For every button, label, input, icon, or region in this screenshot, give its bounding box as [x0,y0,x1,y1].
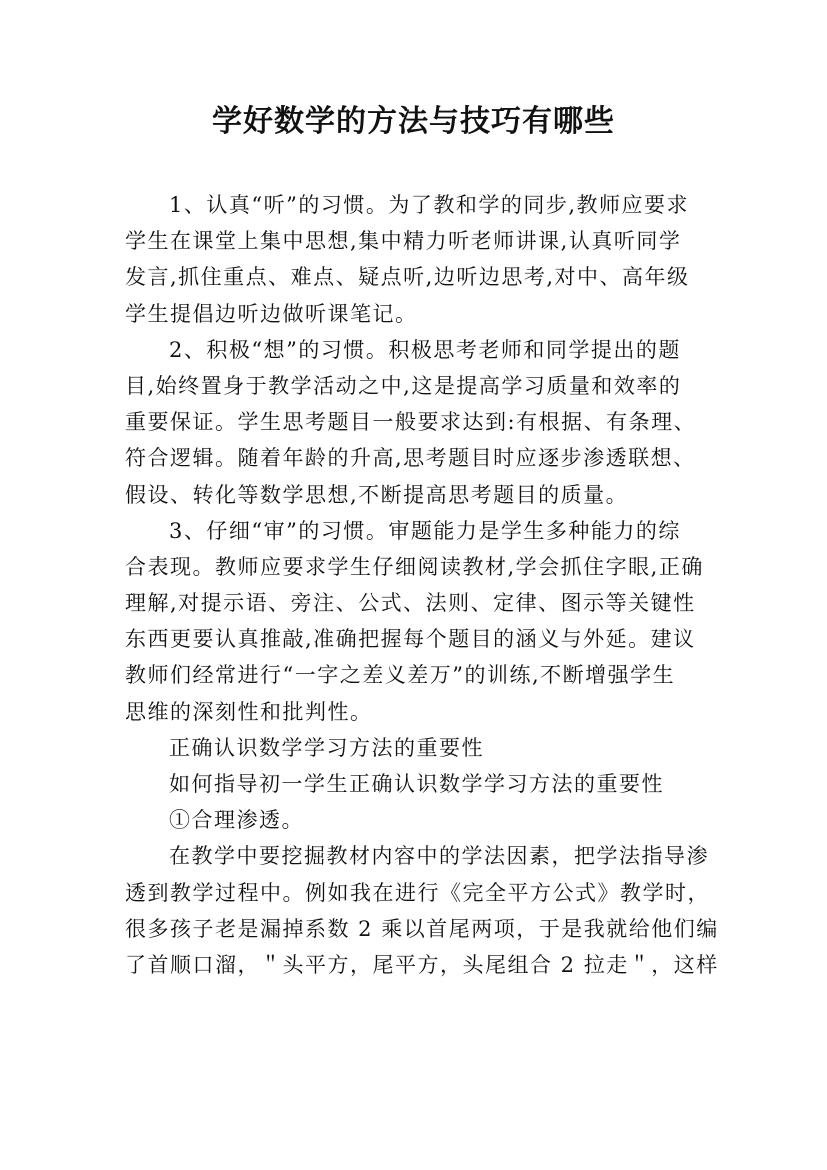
paragraph-line: 目,始终置身于教学活动之中,这是提高学习质量和效率的 [125,373,682,398]
paragraph-line: 很多孩子老是漏掉系数 2 乘以首尾两项，于是我就给他们编 [125,916,719,941]
paragraph-line: 1、认真“听”的习惯。为了教和学的同步,教师应要求 [169,193,690,217]
paragraph-line: 学生提倡边听边做听课笔记。 [125,301,418,326]
paragraph-line: 重要保证。学生思考题目一般要求达到:有根据、有条理、 [125,410,697,435]
paragraph-line: 学生在课堂上集中思想,集中精力听老师讲课,认真听同学 [125,229,682,254]
section-heading: 正确认识数学学习方法的重要性 [169,735,484,760]
paragraph-line: 了首顺口溜，＂头平方，尾平方，头尾组合 2 拉走＂，这样 [125,952,719,977]
paragraph-line: 东西更要认真推敲,准确把握每个题目的涵义与外延。建议 [125,627,696,652]
paragraph-line: 在教学中要挖掘教材内容中的学法因素，把学法指导渗 [169,844,709,869]
section-heading: 如何指导初一学生正确认识数学学习方法的重要性 [169,772,664,796]
paragraph-line: 符合逻辑。随着年龄的升高,思考题目时应逐步渗透联想、 [125,446,696,471]
list-item-heading: ①合理渗透。 [169,808,304,833]
paragraph-line: 2、积极“想”的习惯。积极思考老师和同学提出的题 [169,337,681,362]
paragraph-line: 合表现。教师应要求学生仔细阅读教材,学会抓住字眼,正确 [125,554,704,579]
paragraph-line: 思维的深刻性和批判性。 [125,699,373,724]
document-body [125,187,719,983]
paragraph-line: 透到教学过程中。例如我在进行《完全平方公式》教学时， [125,880,710,905]
paragraph-line: 发言,抓住重点、难点、疑点听,边听边思考,对中、高年级 [125,265,690,290]
paragraph-line: 教师们经常进行“一字之差义差万”的训练,不断增强学生 [125,663,676,688]
paragraph-line: 3、仔细“审”的习惯。审题能力是学生多种能力的综 [169,518,681,543]
paragraph-line: 假设、转化等数学思想,不断提高思考题目的质量。 [125,482,629,507]
document-title: 学好数学的方法与技巧有哪些 [212,104,615,139]
paragraph-line: 理解,对提示语、旁注、公式、法则、定律、图示等关键性 [125,591,696,616]
